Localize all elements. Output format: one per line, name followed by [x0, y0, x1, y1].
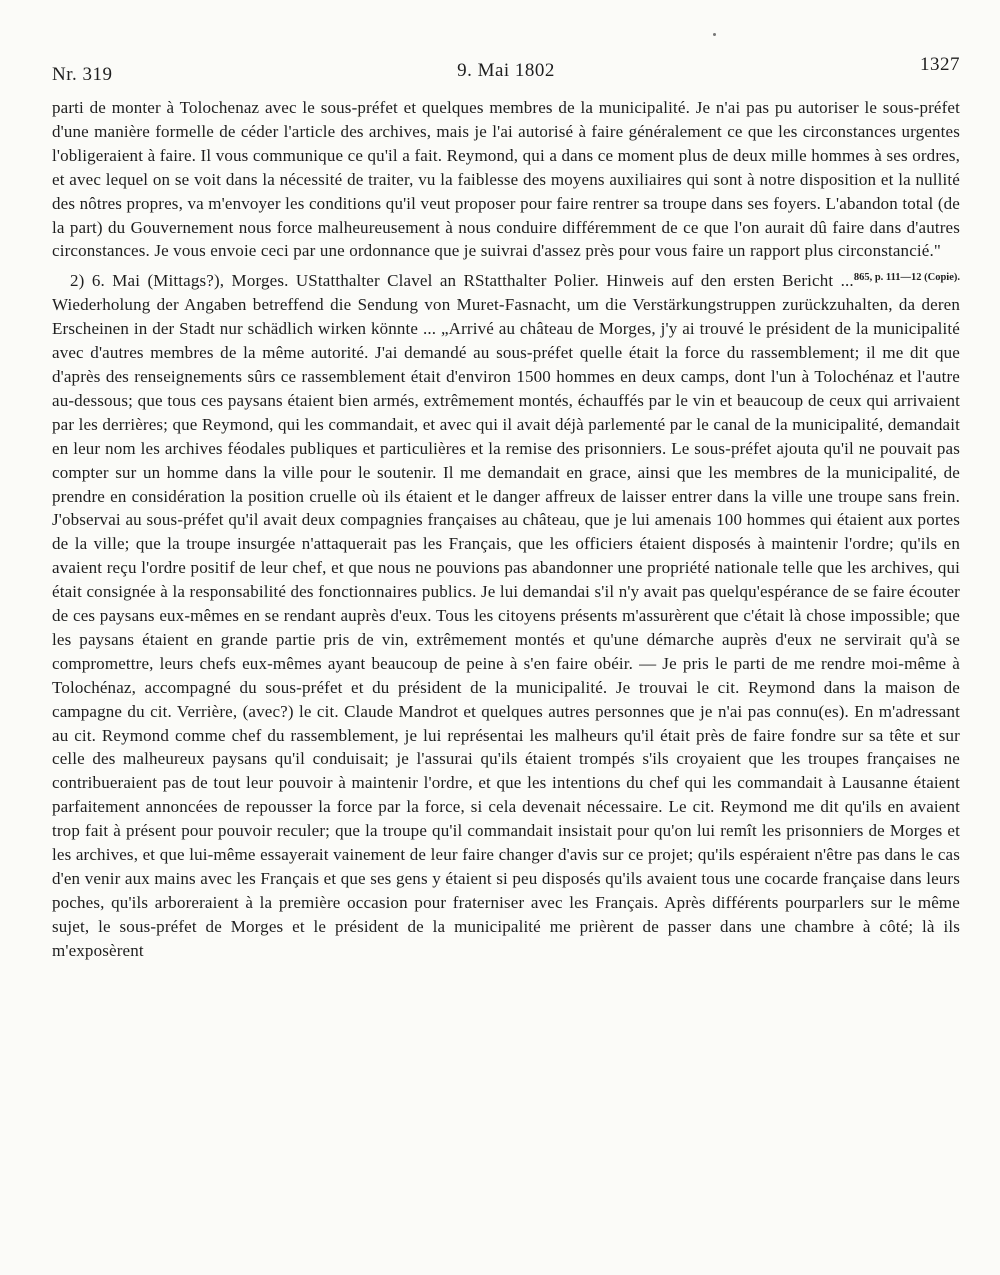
- print-speck: [713, 33, 716, 36]
- paragraph-2-text: 2) 6. Mai (Mittags?), Morges. UStatthalter Clavel an RStatthalter Polier. Hinweis auf den ersten Bericht ... Wiederholung der Angaben betreffend die Sendung von Muret-Fasnacht, um die Verstärkungstruppen zurückzuhalten, da deren Erscheinen in der Stadt nur schädlich wirken könnte ... „Arrivé au château de Morges, j'y ai trouvé le président de la municipalité avec d'autres membres de la même autorité. J'ai demandé au sous-préfet quelle était la force du rassemblement; il me dit que d'après des renseignements sûrs ce rassemblement était d'environ 1500 hommes en deux camps, dont l'un à Tolochénaz et l'autre au-dessous; que tous ces paysans étaient bien armés, extrêmement montés, échauffés par le vin et beaucoup de ceux qui arrivaient par les derrières; que Reymond, qui les commandait, et avec qui il avait déjà parlementé par le canal de la municipalité, demandait en leur nom les archives féodales publiques et particulières et la remise des prisonniers. Le sous-préfet ajouta qu'il ne pouvait pas compter sur un homme dans la ville pour le soutenir. Il me demandait en grace, ainsi que les membres de la municipalité, de prendre en considération la position cruelle où ils étaient et le danger affreux de laisser entrer dans la ville une troupe sans frein. J'observai au sous-préfet qu'il avait deux compagnies françaises au château, que je lui amenais 100 hommes qui étaient aux portes de la ville; que la troupe insurgée n'attaquerait pas les Français, que les officiers étaient disposés à maintenir l'ordre; qu'ils en avaient reçu l'ordre positif de leur chef, et que nous ne pouvions pas abandonner une propriété nationale telle que les archives, qui était consignée à la responsabilité des fonctionnaires publics. Je lui demandai s'il n'y avait pas quelqu'espérance de se faire écouter de ces paysans eux-mêmes en se rendant auprès d'eux. Tous les citoyens présents m'assurèrent que c'était là chose impossible; que les paysans étaient en grande partie pris de vin, extrêmement montés et qu'une démarche auprès d'eux ne servirait qu'à se compromettre, leurs chefs eux-mêmes ayant beaucoup de peine à s'en faire obéir. — Je pris le parti de me rendre moi-même à Tolochénaz, accompagné du sous-préfet et du président de la municipalité. Je trouvai le cit. Reymond dans la maison de campagne du cit. Verrière, (avec?) le cit. Claude Mandrot et quelques autres personnes que je n'ai pas connu(es). En m'adressant au cit. Reymond comme chef du rassemblement, je lui représentai les malheurs qu'il était près de faire fondre sur sa tête et sur celle des malheureux paysans qu'il conduisait; je l'assurai qu'ils étaient trompés s'ils croyaient que les troupes françaises ne contribueraient pas de tout leur pouvoir à maintenir l'ordre, et que les intentions du chef qui les commandait à Lausanne étaient parfaitement annoncées de repousser la force par la force, si cela devenait nécessaire. Le cit. Reymond me dit qu'ils en avaient trop fait à présent pour pouvoir reculer; que la troupe qu'il commandait insistait pour qu'on lui remît les prisonniers de Morges et les archives, et que lui-même essayerait vainement de leur faire changer d'avis sur ce projet; qu'ils espéraient n'être pas dans le cas d'en venir aux mains avec les Français et que ses gens y étaient si peu disposés qu'ils avaient tous une cocarde française dans leurs poches, qu'ils arboreraient à la première occasion pour fraterniser avec les Français. Après différents pourparlers sur le même sujet, le sous-préfet de Morges et le président de la municipalité me prièrent de passer dans une chambre à côté; là ils m'exposèrent: [52, 271, 960, 960]
- page-header: [52, 50, 960, 94]
- document-date: 9. Mai 1802: [457, 60, 555, 81]
- source-reference: 865, p. 111—12 (Copie).: [853, 272, 960, 284]
- page-body: [52, 96, 960, 963]
- paragraph-2: [52, 269, 960, 962]
- document-number: Nr. 319: [52, 64, 113, 85]
- paragraph-1-text: parti de monter à Tolochenaz avec le sous-préfet et quelques membres de la municipalité. Je n'ai pas pu autoriser le sous-préfet d'une manière formelle de céder l'article des archives, mais je l'ai autorisé à faire généralement ce que les circonstances urgentes l'obligeraient à faire. Il vous communique ce qu'il a fait. Reymond, qui a dans ce moment plus de deux mille hommes à ses ordres, et avec lequel on se voit dans la nécessité de traiter, vu la faiblesse des moyens auxiliaires qui sont à notre disposition et la nullité des nôtres propres, va m'envoyer les conditions qu'il veut proposer pour faire rentrer sa troupe dans ses foyers. L'abandon total (de la part) du Gouvernement nous force malheureusement à nous conduire différemment de ce que l'on aurait dû faire dans d'autres circonstances. Je vous envoie ceci par une ordonnance que je suivrai d'assez près pour vous faire un rapport plus circonstancié.": [52, 98, 960, 261]
- document-page: [52, 50, 960, 963]
- paragraph-1: [52, 96, 960, 284]
- page-number: 1327: [920, 54, 960, 75]
